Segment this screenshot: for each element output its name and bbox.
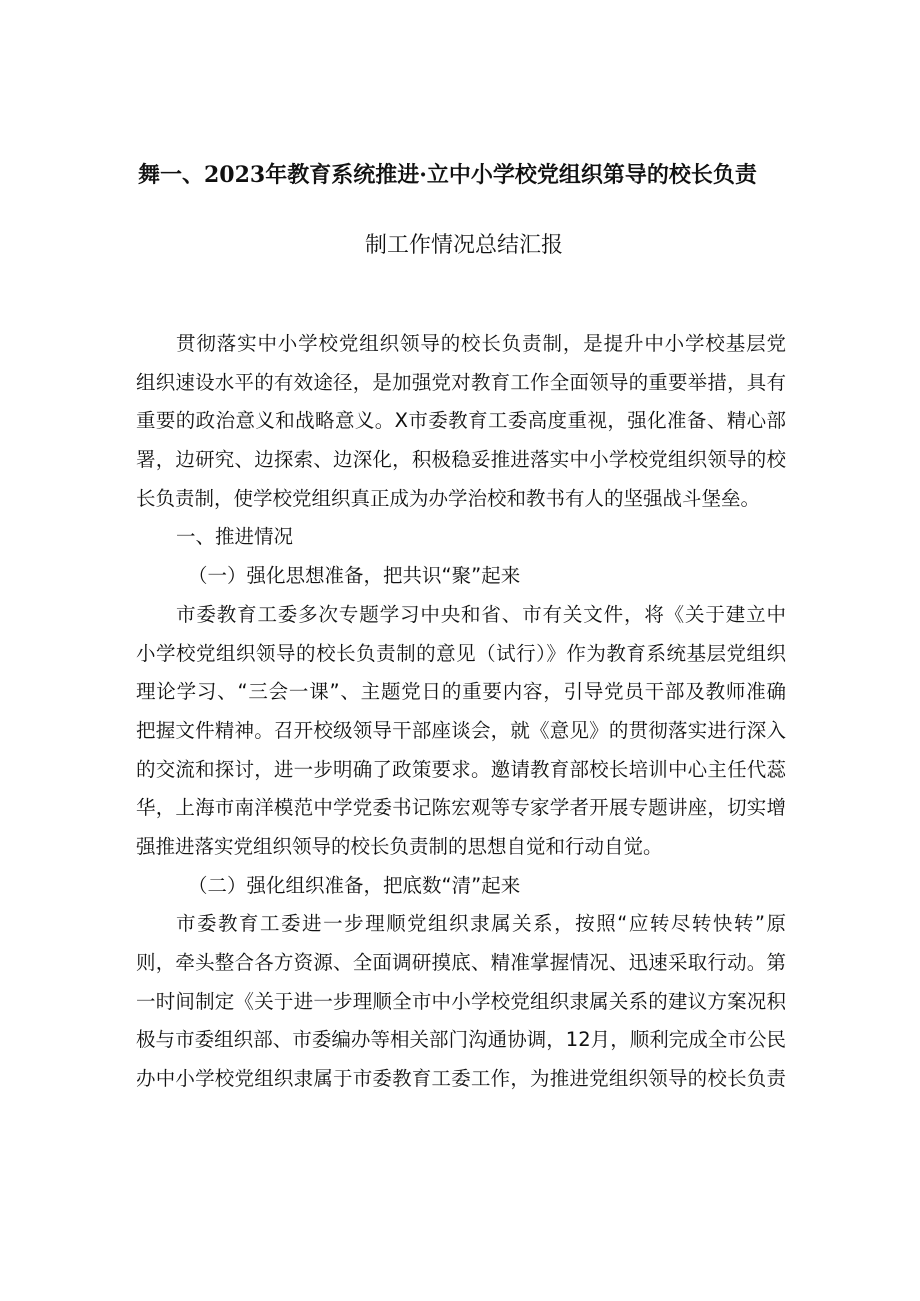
para-1-line-2: 组织速设水平的有效途径，是加强党对教育工作全面领导的重要举措，具有 (136, 370, 786, 394)
para-3-line-5: 办中小学校党组织隶属于市委教育工委工作，为推进党组织领导的校长负责 (136, 1067, 786, 1091)
para-3-line-4: 极与市委组织部、市委编办等相关部门沟通协调，12月，顺利完成全市公民 (136, 1028, 786, 1052)
para-2-line-5: 的交流和探讨，进一步明确了政策要求。邀请教育部校长培训中心主任代蕊 (136, 757, 786, 781)
para-1-line-1: 贯彻落实中小学校党组织领导的校长负责制，是提升中小学校基层党 (176, 332, 786, 355)
para-2-line-6: 华，上海市南洋模范中学党委书记陈宏观等专家学者开展专题讲座，切实增 (136, 796, 786, 820)
subheading-2: （二）强化组织准备，把底数“清”起来 (188, 873, 521, 897)
document-title-line-2: 制工作情况总结汇报 (365, 233, 564, 258)
para-2-line-1: 市委教育工委多次专题学习中央和省、市有关文件，将《关于建立中 (176, 602, 786, 626)
document-title-line-1: 舞一、2023年教育系统推进·立中小学校党组织第导的校长负责 (138, 162, 757, 188)
para-2-line-3: 理论学习、“三会一课”、主题党日的重要内容，引导党员干部及教师准确 (136, 680, 786, 704)
subheading-1: （一）强化思想准备，把共识“聚”起来 (188, 564, 521, 588)
para-3-line-1: 市委教育工委进一步理顺党组织隶属关系，按照“应转尽转快转”原 (176, 912, 786, 936)
para-1-line-4: 署，边研究、边探索、边深化，积极稳妥推进落实中小学校党组织领导的校 (136, 448, 786, 472)
section-heading: 一、推进情况 (176, 525, 294, 549)
para-2-line-2: 小学校党组织领导的校长负责制的意见（试行）》作为教育系统基层党组织 (136, 641, 786, 665)
para-1-line-5: 长负责制，使学校党组织真正成为办学治校和教书有人的坚强战斗堡垒。 (136, 486, 761, 510)
para-3-line-3: 一时间制定《关于进一步理顺全市中小学校党组织隶属关系的建议方案况积 (136, 989, 786, 1013)
para-1-line-3: 重要的政治意义和战略意义。X市委教育工委高度重视，强化准备、精心部 (136, 409, 786, 433)
document-body (136, 325, 786, 1099)
para-2-line-7: 强推进落实党组织领导的校长负责制的思想自觉和行动自觉。 (136, 834, 663, 858)
para-3-line-2: 则，牵头整合各方资源、全面调研摸底、精准掌握情况、迅速采取行动。第 (136, 951, 786, 974)
para-2-line-4: 把握文件精神。召开校级领导干部座谈会，就《意见》的贯彻落实进行深入 (136, 718, 786, 742)
